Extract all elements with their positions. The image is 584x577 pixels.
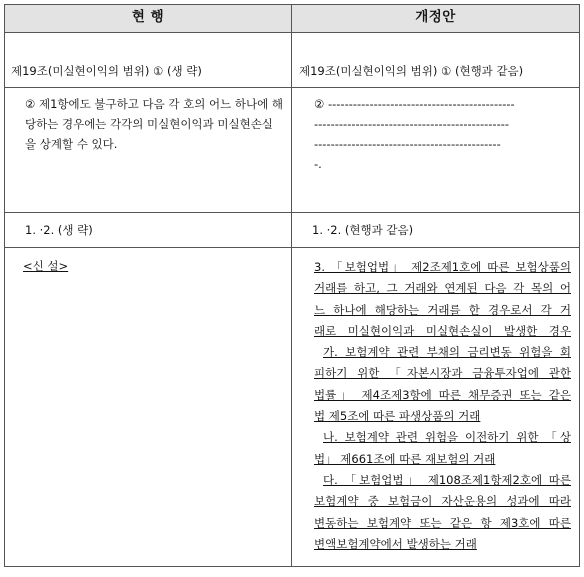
dash-line: ----------------------------------------------- — [314, 117, 510, 131]
cell-amended — [292, 88, 580, 213]
header-current: 현 행 — [5, 5, 292, 33]
article-19-current: 제19조(미실현이익의 범위) ① (생 략) — [11, 64, 202, 78]
text-line: 다. 「보험업법」 제108조제1항제2호에 따른 — [323, 472, 571, 487]
table-row — [5, 33, 580, 88]
text-line: 변동하는 보험계약 또는 같은 항 제3호에 따른 — [314, 515, 571, 530]
dash-line: --------------------------------------------- — [314, 137, 501, 151]
item-3-amended — [292, 248, 579, 555]
cell-amended — [292, 213, 580, 248]
text-line: 법」 제661조에 따른 재보험의 거래 — [314, 451, 496, 466]
text-line: 나. 보험계약 관련 위험을 이전하기 위한 「상 — [323, 430, 571, 445]
cell-amended — [292, 248, 580, 567]
paragraph-2-current: ② 제1항에도 불구하고 다음 각 호의 어느 하나에 해당하는 경우에는 각각의 미실현이익과 미실현손실을 상계할 수 있다. — [25, 97, 283, 151]
table-row — [5, 213, 580, 248]
cell-current — [5, 33, 292, 88]
table-row — [5, 88, 580, 213]
text-line: 래로 미실현이익과 미실현손실이 발생한 경우 — [314, 323, 571, 338]
cell-current — [5, 213, 292, 248]
cell-amended — [292, 33, 580, 88]
text-line: 느 하나에 해당하는 거래를 한 경우로서 각 거 — [314, 302, 571, 317]
text-line: 가. 보험계약 관련 부채의 금리변동 위험을 회 — [323, 345, 571, 360]
new-provision-marker: <신 설> — [23, 259, 69, 273]
text-line: 법 제5조에 따른 파생상품의 거래 — [314, 409, 481, 424]
article-19-amended: 제19조(미실현이익의 범위) ① (현행과 같음) — [299, 64, 524, 78]
header-amended: 개정안 — [292, 5, 580, 33]
text-line: 거래를 하고, 그 거래와 연계된 다음 각 목의 어 — [314, 281, 571, 296]
items-1-2-amended: 1. ·2. (현행과 같음) — [312, 223, 414, 237]
paragraph-2-amended — [292, 88, 579, 174]
dash-line: ② --------------------------------------------- — [314, 97, 515, 111]
header-row — [5, 5, 580, 33]
dash-line: -. — [314, 157, 322, 171]
cell-current — [5, 88, 292, 213]
table-row — [5, 248, 580, 567]
text-line: 3. 「보험업법」 제2조제1호에 따른 보험상품의 — [314, 260, 571, 274]
text-line: 피하기 위한 「자본시장과 금융투자업에 관한 — [314, 366, 571, 381]
cell-current — [5, 248, 292, 567]
text-line: 보험계약 중 보험금이 자산운용의 성과에 따라 — [314, 494, 571, 509]
text-line: 변액보험계약에서 발생하는 거래 — [314, 536, 477, 551]
text-line: 법률」 제4조제3항에 따른 채무증권 또는 같은 — [314, 387, 571, 402]
comparison-table — [4, 4, 580, 567]
items-1-2-current: 1. ·2. (생 략) — [25, 223, 93, 237]
